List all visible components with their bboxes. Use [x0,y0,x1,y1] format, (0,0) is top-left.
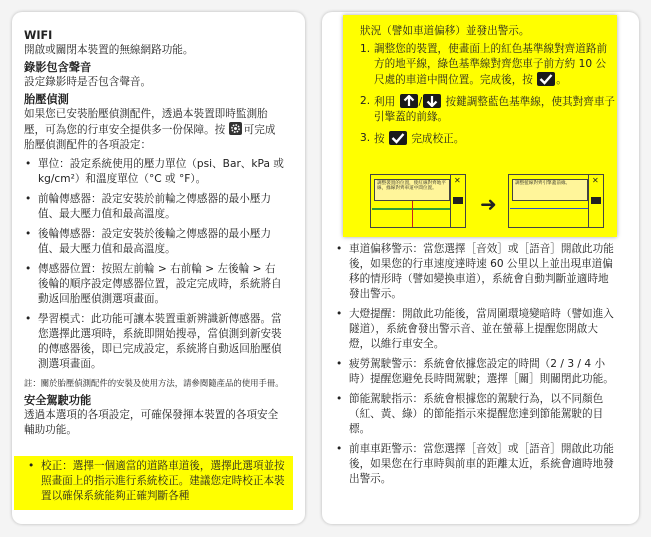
step-1 [360,42,616,88]
blue-baseline [510,208,588,209]
list-item: • 前車車距警示：當您選擇［音效］或［語音］開啟此功能後，如果您在行車時與前車的距離太近，系統會適時地發出警示。 [335,442,617,487]
close-icon: ✕ [592,176,599,185]
list-item: • 大燈提醒：開啟此功能後，當周圍環境變暗時（譬如進入隧道），系統會發出警示音、並在螢幕上提醒您開啟大燈，以維行車安全。 [335,307,617,352]
tpms-text-part-2: 可完成胎壓偵測配件的各項設定： [24,124,276,151]
right-column [335,238,617,492]
screen-sidebar [450,175,465,227]
list-item: • 單位：設定系統使用的壓力單位（psi、Bar、kPa 或 kg/cm²）和溫度單位（°C 或 °F）。 [24,157,286,187]
list-item: • 後輪傳感器：設定安裝於後輪之傳感器的最小壓力值、最大壓力值和最高溫度。 [24,227,286,257]
screen-instruction: 調整藍線對齊引擎蓋前緣。 [512,179,588,201]
screen-sidebar [588,175,603,227]
tpms-text [24,107,286,153]
list-item: • 傳感器位置：按照左前輪 > 右前輪 > 左後輪 > 右後輪的順序設定傳感器位置，設定完成時，系統將自動返回胎壓偵測選項畫面。 [24,262,286,307]
list-item: • 學習模式：此功能可讓本裝置重新辨識新傳感器。當您選擇此選項時，系統即開始搜尋，當偵測到新安裝的傳感器後，即已完成設定，系統將自動返回胎壓偵測選項畫面。 [24,312,286,372]
calibration-text: • 校正：選擇一個適當的道路車道後，選擇此選項並按照畫面上的指示進行系統校正。建議您定時校正本裝置以確保系統能夠正確判斷各種 [27,459,285,504]
down-arrow-icon [423,94,441,108]
list-item: • 前輪傳感器：設定安裝於前輪之傳感器的最小壓力值、最大壓力值和最高溫度。 [24,192,286,222]
tpms-list [24,157,286,372]
step-text-end: 完成校正。 [411,133,465,145]
step-number: 2. [360,95,371,107]
step-separator: / [418,96,423,108]
wifi-text: 開啟或關閉本裝置的無線網路功能。 [24,44,194,56]
check-icon [453,197,463,204]
list-item: • 節能駕駛指示：系統會根據您的駕駛行為，以不同顏色（紅、黃、綠）的節能指示來提醒您達到節能駕駛的目標。 [335,392,617,437]
calibration-item [27,459,285,504]
step-number: 3. [360,132,371,144]
green-baseline [372,208,450,210]
step-2 [360,94,616,125]
step-text-end: 。 [556,74,567,86]
check-icon [537,72,555,86]
recording-audio-heading: 錄影包含聲音 [24,61,92,74]
calibration-intro: 狀況（譬如車道偏移）並發出警示。 [360,25,530,37]
screen-after [508,174,604,228]
tpms-note: 註：關於胎壓偵測配件的安裝及使用方法，請參閱隨產品的使用手冊。 [24,378,284,388]
step-text: 調整您的裝置，使畫面上的紅色基準線對齊道路前方的地平線，綠色基準線對齊您車子前方約 10 公尺處的車道中間位置。完成後，按 [374,43,608,86]
screen-instruction: 調整裝置的位置，使紅線對齊地平線，綠線對齊車道中間位置。 [374,179,450,201]
list-item: • 車道偏移警示：當您選擇［音效］或［語音］開啟此功能後，如果您的行車速度達時速 60 公里以上並出現車道偏移的情形時（譬如變換車道），系統會自動判斷並適時地發出警示。 [335,242,617,302]
screen-before [370,174,466,228]
check-icon [591,197,601,204]
step-number: 1. [360,43,371,55]
calibration-illustration [370,174,606,228]
step-text: 按 [374,133,385,145]
steps-list [360,42,616,147]
step-text: 利用 [374,96,396,108]
safety-heading: 安全駕駛功能 [24,394,92,407]
red-baseline [412,201,413,227]
tpms-text-part-1: 如果您已安裝胎壓偵測配件，透過本裝置即時監測胎壓，可為您的行車安全提供多一份保障。按 [24,108,268,136]
safety-text: 透過本選項的各項設定，可確保發揮本裝置的各項安全輔助功能。 [24,409,279,436]
recording-audio-text: 設定錄影時是否包含聲音。 [24,76,152,88]
wifi-heading: WIFI [24,29,53,42]
close-icon: ✕ [454,176,461,185]
safety-features-list [335,242,617,487]
gear-icon [229,122,242,135]
left-column [24,26,286,440]
check-icon [389,131,407,145]
up-arrow-icon [400,94,418,108]
calibration-steps [360,24,616,153]
list-item: • 疲勞駕駛警示：系統會依據您設定的時間（2 / 3 / 4 小時）提醒您避免長時間駕駛；選擇［關］則關閉此功能。 [335,357,617,387]
tpms-heading: 胎壓偵測 [24,93,69,106]
right-arrow-icon: ➜ [480,192,497,216]
step-text-end: 按鍵調整藍色基準線，使其對齊車子引擎蓋的前緣。 [374,96,616,123]
step-3 [360,131,616,147]
